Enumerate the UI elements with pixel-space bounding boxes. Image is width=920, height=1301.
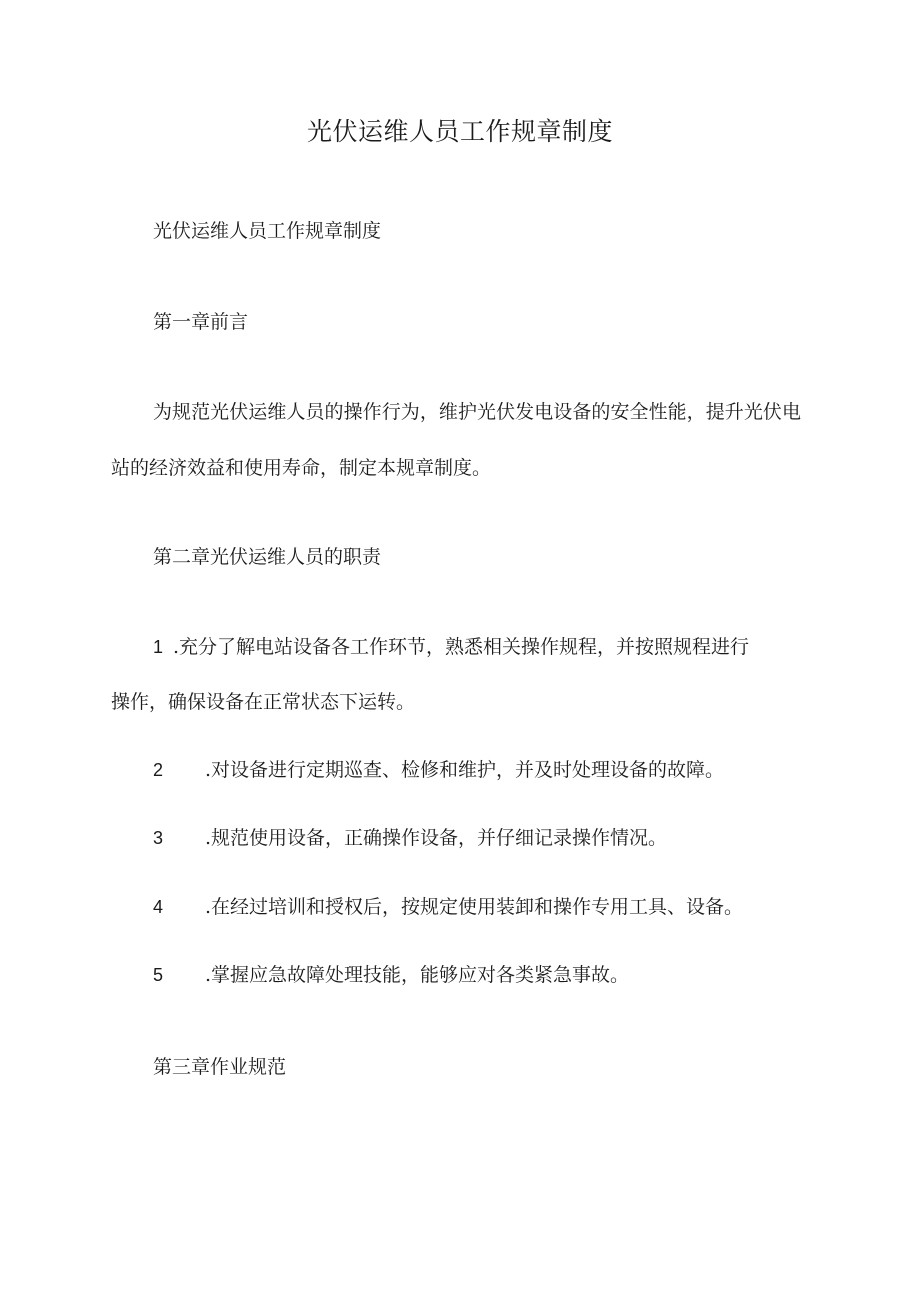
duty-item-number: 5 — [153, 965, 164, 985]
document-subtitle: 光伏运维人员工作规章制度 — [153, 220, 382, 242]
duty-item-2 — [153, 756, 724, 784]
duty-item-number: 1 — [153, 637, 164, 657]
duty-item-number: 4 — [153, 897, 164, 917]
duty-item-4 — [153, 893, 743, 921]
duty-item-number: 3 — [153, 828, 164, 848]
duty-item-text: .规范使用设备，正确操作设备，并仔细记录操作情况。 — [205, 827, 668, 849]
duty-item-text: .充分了解电站设备各工作环节，熟悉相关操作规程，并按照规程进行 — [173, 636, 750, 658]
chapter-1-paragraph: 为规范光伏运维人员的操作行为，维护光伏发电设备的安全性能，提升光伏电站的经济效益和使用寿命，制定本规章制度。 — [111, 401, 801, 479]
duty-item-number: 2 — [153, 760, 164, 780]
duty-item-5 — [153, 961, 629, 989]
duty-item-1-continuation: 操作，确保设备在正常状态下运转。 — [111, 691, 416, 713]
chapter-2-heading: 第二章光伏运维人员的职责 — [153, 546, 382, 568]
duty-item-3 — [153, 824, 667, 852]
duty-item-text: .掌握应急故障处理技能，能够应对各类紧急事故。 — [205, 964, 630, 986]
duty-item-1 — [153, 633, 749, 661]
document-title: 光伏运维人员工作规章制度 — [306, 117, 613, 146]
duty-item-text: .在经过培训和授权后，按规定使用装卸和操作专用工具、设备。 — [205, 896, 744, 918]
duty-item-text: .对设备进行定期巡查、检修和维护，并及时处理设备的故障。 — [205, 759, 725, 781]
chapter-1-heading: 第一章前言 — [153, 311, 249, 333]
chapter-3-heading: 第三章作业规范 — [153, 1056, 287, 1078]
